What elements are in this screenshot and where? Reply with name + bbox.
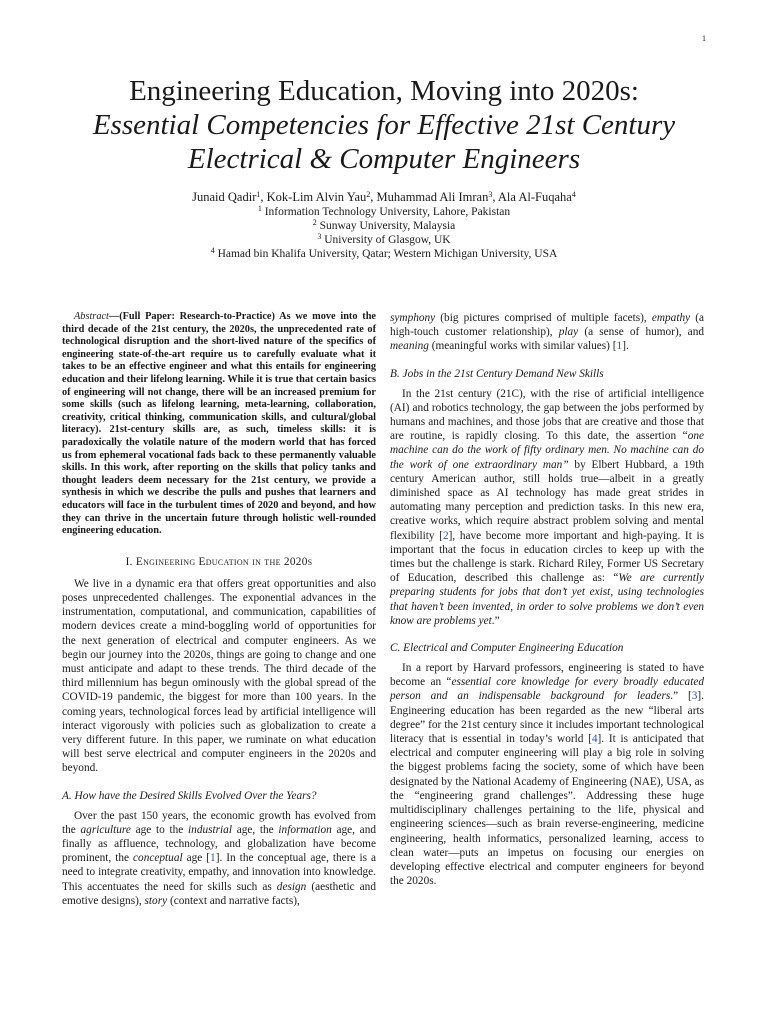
abstract: [62, 311, 376, 538]
affiliation-3-text: University of Glasgow, UK: [324, 234, 451, 246]
text-run: (aesthetic and emotive designs),: [62, 880, 376, 907]
abstract-label: Abstract: [74, 311, 109, 322]
text-run: .” [: [670, 690, 692, 703]
text-run: age [: [182, 852, 211, 865]
left-column: [62, 311, 376, 908]
affiliation-2-sup: 2: [312, 218, 317, 227]
author-1-sup: 1: [256, 190, 261, 199]
affiliation-4-text: Hamad bin Khalifa University, Qatar; Western Michigan University, USA: [217, 248, 558, 260]
emph: meaning: [390, 340, 429, 353]
affiliation-1-text: Information Technology University, Lahore, Pakistan: [264, 206, 511, 218]
quote: one machine can do the work of fifty ordinary men. No machine can do the work of one extraordinary man”: [390, 430, 704, 471]
emph: conceptual: [133, 852, 183, 865]
subsection-a-paragraph-continued: [390, 311, 704, 354]
page-number: 1: [702, 34, 706, 43]
section-heading-1: I. Engineering Education in the 2020s: [125, 555, 313, 568]
subsection-c-paragraph: [390, 661, 704, 888]
text-run: ]. In the conceptual age, there is a need to integrate creativity, empathy, and innovation into knowledge. This accentuates the need for skills such as: [62, 852, 376, 893]
quote: We are currently preparing students for jobs that don’t yet exist, using technologies that haven’t been invented, in order to solve problems we don’t even know are problems yet: [390, 572, 704, 627]
emph: story: [144, 894, 168, 907]
subsection-heading-a: A. How have the Desired Skills Evolved Over the Years?: [62, 789, 317, 802]
abstract-text: —(Full Paper: Research-to-Practice) As we move into the third decade of the 21st century, the 2020s, the unprecedented rate of technological disruption and the short-lived nature of the specifics of engineering state-of-the-art require us to carefully evaluate what it takes to be an effective engineer and what this entails for engineering education and their lifelong learning. While it is true that certain basics of engineering will not change, there will be an increased premium for some skills (such as lifelong learning, meta-learning, collaboration, creativity, critical thinking, communication skills, and cultural/global literacy). 21st-century skills are, as such, timeless skills: it is paradoxically the volatile nature of the modern world that has forced us from ephemeral vocational fads back to these permanently valuable skills. In this work, after reporting on the skills that policy tanks and thought leaders deem necessary for the 21st century, we provide a synthesis in which we describe the pulls and pushes that learners and educators will face in the turbulent times of 2020 and beyond, and how they can thrive in the uncertain future through holistic well-rounded engineering education.: [62, 311, 376, 537]
text-run: In a report by Harvard professors, engineering is stated to have become an “: [390, 662, 704, 689]
text-run: ]. Engineering education has been regarded as the new “liberal arts degree” for the 21st century since it includes important technological literacy that is essential in today’s world [: [390, 690, 704, 746]
text-run: ].: [622, 340, 629, 353]
author-3: Muhammad Ali Imran: [376, 190, 489, 204]
emph: symphony: [390, 312, 436, 324]
text-run: ]. It is anticipated that electrical and computer engineering will play a big role in solving the biggest problems facing the society, some of which have been designated by the National Academy of Engineering (NAE), USA, as the “engineering grand challenges”. Addressing these huge multidisciplinary challenges pertaining to the life, physical and engineering sciences—such as brain reverse-engineering, medicine engineering, health informatics, personalized learning, access to clean water—puts an impetus on focusing our energies on developing effective electrical and computer engineers for beyond the 2020s.: [390, 733, 704, 888]
title-line-1: Engineering Education, Moving into 2020s:: [129, 75, 639, 107]
emph: design: [276, 880, 307, 893]
quote: essential core knowledge for every broadly educated person and an indispensable background for leaders: [390, 676, 705, 703]
affiliation-1: [40, 205, 728, 219]
citation-link[interactable]: 4: [591, 733, 598, 746]
subsection-a-paragraph: [62, 809, 376, 908]
right-column: [390, 311, 704, 888]
author-list: Junaid Qadir$^1$, Kok-Lim Alvin Yau$^2$, Muhammad Ali Imran$^3$, Ala Al-Fuqaha$^4$: [192, 190, 576, 204]
affiliation-1-sup: 1: [257, 204, 262, 213]
text-run: ], have become more important and high-paying. It is important that the focus in education circles to keep up with the times but the challenge is stark. Richard Riley, Former US Secretary of Education, described this challenge as: “: [390, 529, 704, 585]
author-2-sup: 2: [366, 190, 371, 199]
text-run: age, the: [231, 823, 279, 836]
affiliation-3: [40, 233, 728, 247]
affiliation-2-text: Sunway University, Malaysia: [319, 220, 456, 232]
section-1-paragraph: We live in a dynamic era that offers great opportunities and also poses unprecedented challenges. The exponential advances in the instrumentation, computational, and communication, capabilities of modern devices create a mind-boggling world of opportunities for the next generation of electrical and computer engineers. As we begin our journey into the 2020s, things are going to change and one must anticipate and adapt to these trends. The third decade of the third millennium has begun ominously with the global spread of the COVID-19 pandemic, the biggest for more than 100 years. In the coming years, technological forces lead by artificial intelligence will interact vigorously with policies such as globalization to create a very different future. In this paper, we ruminate on what education will best serve electrical and computer engineers in the 2020s and beyond.: [62, 577, 376, 775]
emph: empathy: [651, 312, 691, 324]
affiliation-2: [40, 219, 728, 233]
title-line-3: Electrical & Computer Engineers: [187, 143, 581, 175]
subsection-heading-c: C. Electrical and Computer Engineering Education: [390, 642, 624, 655]
author-4: Ala Al-Fuqaha: [497, 190, 572, 204]
affiliation-4: [40, 247, 728, 261]
author-4-sup: 4: [571, 190, 576, 199]
text-run: .”: [491, 614, 500, 627]
text-run: age, and finally as affluence, technology, and globalization have become prominent, the: [62, 823, 376, 865]
text-run: (context and narrative facts),: [167, 894, 300, 907]
text-run: (big pictures comprised of multiple facets),: [435, 312, 652, 324]
emph: agriculture: [80, 823, 131, 836]
text-run: Over the past 150 years, the economic growth has evolved from the: [62, 809, 376, 836]
citation-link[interactable]: 2: [442, 529, 449, 542]
text-run: by Elbert Hubbard, a 19th century American author, still holds true—albeit in a greatly diminished space as AI technology has made great strides in automating many perception and prediction tasks. In this new era, creative works, which require abstract problem solving and mental flexibility [: [390, 458, 704, 542]
citation-link[interactable]: 3: [691, 690, 698, 703]
affiliation-4-sup: 4: [210, 246, 215, 255]
text-run: (a high-touch customer relationship),: [390, 312, 704, 339]
citation-link[interactable]: 1: [616, 340, 623, 353]
emph: information: [278, 823, 332, 836]
subsection-b-paragraph: [390, 387, 704, 628]
author-2: Kok-Lim Alvin Yau: [266, 190, 367, 204]
author-1: Junaid Qadir: [192, 190, 257, 204]
emph: play: [558, 326, 579, 339]
subsection-heading-b: B. Jobs in the 21st Century Demand New Skills: [390, 367, 604, 380]
author-block: [40, 190, 728, 261]
paper-title: [40, 74, 728, 176]
author-3-sup: 3: [488, 190, 493, 199]
emph: industrial: [188, 823, 232, 836]
affiliation-3-sup: 3: [317, 232, 322, 241]
text-run: age to the: [130, 823, 189, 836]
text-run: In the 21st century (21C), with the rise of artificial intelligence (AI) and robotics technology, the gap between the jobs performed by humans and machines, and those jobs that are creative and those that are routine, is rapidly closing. To this date, the assertion “: [390, 387, 704, 443]
title-line-2: Essential Competencies for Effective 21st Century: [92, 109, 676, 141]
text-run: (a sense of humor), and: [578, 326, 704, 339]
text-run: (meaningful works with similar values) [: [428, 340, 617, 353]
citation-link[interactable]: 1: [210, 852, 216, 865]
